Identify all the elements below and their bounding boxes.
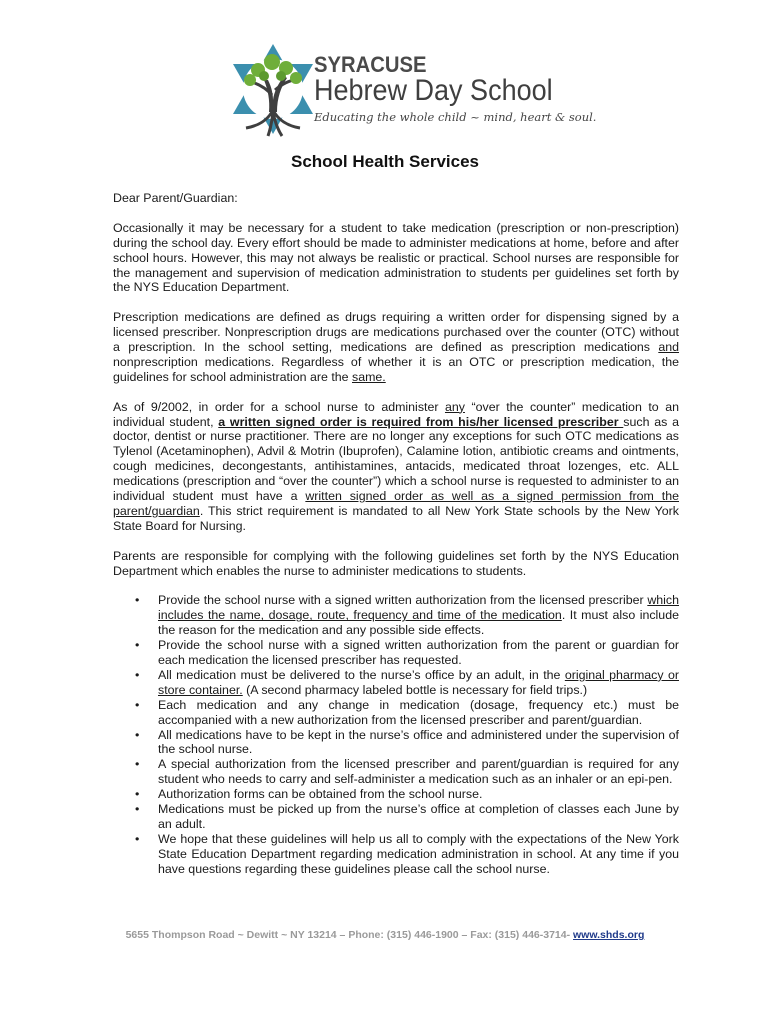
bullet: • <box>135 667 140 682</box>
bold-underlined-text: a written signed order is required from his/her licensed prescriber <box>218 414 624 429</box>
text-run: We hope that these guidelines will help us all to comply with the expectations of the New York State Education Department regarding medication administration in school. At any time if you have questions regarding these guidelines please call the school nurse. <box>158 831 679 876</box>
footer-address: 5655 Thompson Road ~ Dewitt ~ NY 13214 – Phone: (315) 446-1900 – Fax: (315) 446-3714- <box>125 929 574 941</box>
paragraph-intro: Occasionally it may be necessary for a student to take medication (prescription or non-prescription) during the school day. Every effort should be made to administer medications at home, before and after school hours. However, this may not always be realistic or practical. School nurses are responsible for the management and supervision of medication administration to students per guidelines set forth by the NYS Education Department. <box>113 220 679 295</box>
list-item <box>113 698 679 728</box>
footer-contact <box>0 929 770 941</box>
list-item <box>113 638 679 668</box>
list-item <box>113 668 679 698</box>
bullet: • <box>135 727 140 742</box>
list-item <box>113 787 679 802</box>
guidelines-list <box>113 593 679 876</box>
bullet: • <box>135 638 140 653</box>
bullet: • <box>135 593 140 608</box>
list-item <box>113 802 679 832</box>
bullet: • <box>135 697 140 712</box>
paragraph-parents: Parents are responsible for complying with the following guidelines set forth by the NYS Education Department which enables the nurse to administer medications to students. <box>113 548 679 578</box>
underlined-text: written signed order as well as a signed permission from the parent/guardian <box>113 489 679 518</box>
text-run: nonprescription medications. Regardless of whether it is an OTC or prescription medication, the guidelines for school administration are the <box>113 354 679 384</box>
underlined-text: and <box>658 340 679 355</box>
page-title: School Health Services <box>290 152 480 171</box>
list-item <box>113 832 679 877</box>
list-item <box>113 728 679 758</box>
text-run: “over the counter” medication to an individual student, <box>113 399 679 429</box>
bullet: • <box>135 831 140 846</box>
text-run: Provide the school nurse with a signed written authorization from the licensed prescriber <box>158 593 648 608</box>
letterhead <box>228 40 597 140</box>
list-item <box>113 593 679 638</box>
paragraph-definitions <box>113 310 679 385</box>
text-run: . It must also include the reason for the medication and any possible side effects. <box>158 608 679 638</box>
text-run: Provide the school nurse with a signed written authorization from the parent or guardian for each medication the licensed prescriber has requested. <box>158 638 679 668</box>
website-link[interactable]: www.shds.org <box>573 929 645 941</box>
text-run: such as a doctor, dentist or nurse practitioner. There are no longer any exceptions for such OTC medications as Tylenol (Acetaminophen), Advil & Motrin (Ibuprofen), Calamine lotion, antibiotic creams and ointments, cough medicines, decongestants, antihistamines, antacids, medicated throat lozenges, etc. ALL medications (prescription and “over the counter”) which a school nurse is requested to administer to an individual student must have a <box>113 414 679 504</box>
underlined-text: any <box>444 399 465 414</box>
text-run: . This strict requirement is mandated to all New York State schools by the New York State Board for Nursing. <box>113 503 679 533</box>
bullet: • <box>135 787 140 802</box>
text-run: All medication must be delivered to the nurse’s office by an adult, in the <box>158 667 565 682</box>
list-item <box>113 757 679 787</box>
school-name-line2: Hebrew Day School <box>314 74 553 107</box>
text-run: A special authorization from the licensed prescriber and parent/guardian is required for any student who needs to carry and self-administer a medication such as an inhaler or an epi-pen. <box>158 757 679 787</box>
letterhead-text <box>314 54 596 124</box>
text-run: Medications must be picked up from the nurse’s office at completion of classes each June by an adult. <box>158 802 679 831</box>
text-run: Prescription medications are defined as drugs requiring a written order for dispensing signed by a licensed prescriber. Nonprescription drugs are medications purchased over the counter (OTC) without a prescription. In the school setting, medications are defined as prescription medications <box>113 310 679 355</box>
text-run: All medications have to be kept in the nurse’s office and administered under the supervision of the school nurse. <box>158 727 679 757</box>
paragraph-requirements <box>113 400 679 534</box>
text-run: (A second pharmacy labeled bottle is necessary for field trips.) <box>242 682 588 697</box>
bullet: • <box>135 757 140 772</box>
underlined-text: same. <box>352 369 386 384</box>
underlined-text: which includes the name, dosage, route, frequency and time of the medication <box>158 593 679 623</box>
bullet: • <box>135 802 140 817</box>
text-run: Each medication and any change in medication (dosage, frequency etc.) must be accompanied with a new authorization from the licensed prescriber and parent/guardian. <box>158 697 679 727</box>
underlined-text: original pharmacy or store container. <box>158 667 679 697</box>
text-run: Authorization forms can be obtained from the school nurse. <box>158 787 483 802</box>
school-tagline: Educating the whole child ~ mind, heart & soul. <box>314 110 597 124</box>
school-name-line1: SYRACUSE <box>314 52 427 77</box>
school-logo-tree-icon <box>228 40 318 140</box>
letter-body <box>113 191 679 877</box>
salutation: Dear Parent/Guardian: <box>113 191 238 205</box>
text-run: As of 9/2002, in order for a school nurse to administer <box>113 399 445 414</box>
